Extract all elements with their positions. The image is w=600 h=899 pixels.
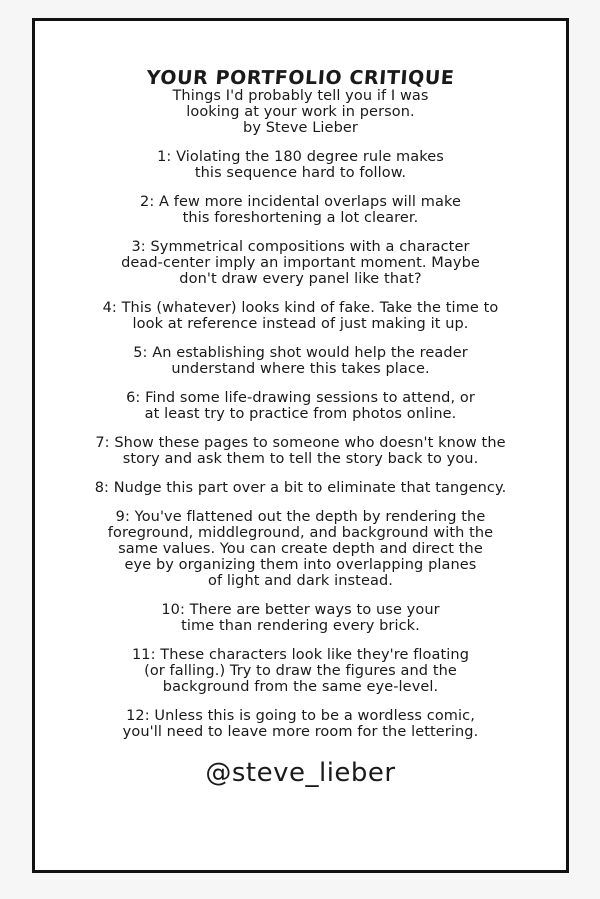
- tip-item-1: [35, 149, 566, 181]
- tip-line: story and ask them to tell the story back to you.: [122, 451, 479, 467]
- page-title: YOUR PORTFOLIO CRITIQUE: [145, 67, 456, 89]
- tip-item-11: [35, 647, 566, 695]
- tip-line: background from the same eye-level.: [162, 679, 439, 695]
- tip-line: of light and dark instead.: [208, 573, 393, 589]
- tip-line: you'll need to leave more room for the lettering.: [122, 724, 479, 740]
- tip-item-9: [35, 509, 566, 589]
- tip-line: understand where this takes place.: [171, 361, 430, 377]
- tip-item-5: [35, 345, 566, 377]
- tip-line: foreground, middleground, and background with the: [107, 525, 494, 541]
- author-handle: @steve_lieber: [205, 758, 396, 788]
- critique-content: [35, 68, 566, 788]
- tip-item-10: [35, 602, 566, 634]
- tip-line: same values. You can create depth and direct the: [118, 541, 483, 557]
- tip-item-4: [35, 300, 566, 332]
- tip-line: 12: Unless this is going to be a wordless comic,: [126, 708, 475, 724]
- subtitle-line-2: looking at your work in person.: [186, 104, 415, 120]
- tip-item-6: [35, 390, 566, 422]
- tip-item-2: [35, 194, 566, 226]
- tip-line: time than rendering every brick.: [181, 618, 420, 634]
- tip-line: 3: Symmetrical compositions with a character: [131, 239, 470, 255]
- tip-line: 9: You've flattened out the depth by rendering the: [115, 509, 486, 525]
- tip-line: look at reference instead of just making it up.: [132, 316, 469, 332]
- tip-line: 4: This (whatever) looks kind of fake. Take the time to: [102, 300, 499, 316]
- tip-item-7: [35, 435, 566, 467]
- tip-line: (or falling.) Try to draw the figures and the: [144, 663, 457, 679]
- tip-line: 1: Violating the 180 degree rule makes: [157, 149, 444, 165]
- tip-line: don't draw every panel like that?: [179, 271, 422, 287]
- tip-line: 10: There are better ways to use your: [161, 602, 440, 618]
- tip-line: this foreshortening a lot clearer.: [182, 210, 419, 226]
- critique-panel: [32, 18, 569, 873]
- tip-item-8: [35, 480, 566, 496]
- tip-item-3: [35, 239, 566, 287]
- subtitle-line-1: Things I'd probably tell you if I was: [172, 88, 429, 104]
- tip-line: eye by organizing them into overlapping planes: [124, 557, 477, 573]
- tip-line: 7: Show these pages to someone who doesn't know the: [95, 435, 506, 451]
- tip-line: dead-center imply an important moment. Maybe: [121, 255, 480, 271]
- byline: by Steve Lieber: [243, 120, 358, 136]
- tip-line: 8: Nudge this part over a bit to eliminate that tangency.: [94, 480, 507, 496]
- tip-line: 5: An establishing shot would help the reader: [133, 345, 468, 361]
- tip-line: 6: Find some life-drawing sessions to attend, or: [126, 390, 475, 406]
- tip-line: at least try to practice from photos online.: [144, 406, 457, 422]
- tip-line: 11: These characters look like they're floating: [131, 647, 470, 663]
- tip-line: 2: A few more incidental overlaps will make: [140, 194, 461, 210]
- tip-line: this sequence hard to follow.: [194, 165, 407, 181]
- tip-item-12: [35, 708, 566, 740]
